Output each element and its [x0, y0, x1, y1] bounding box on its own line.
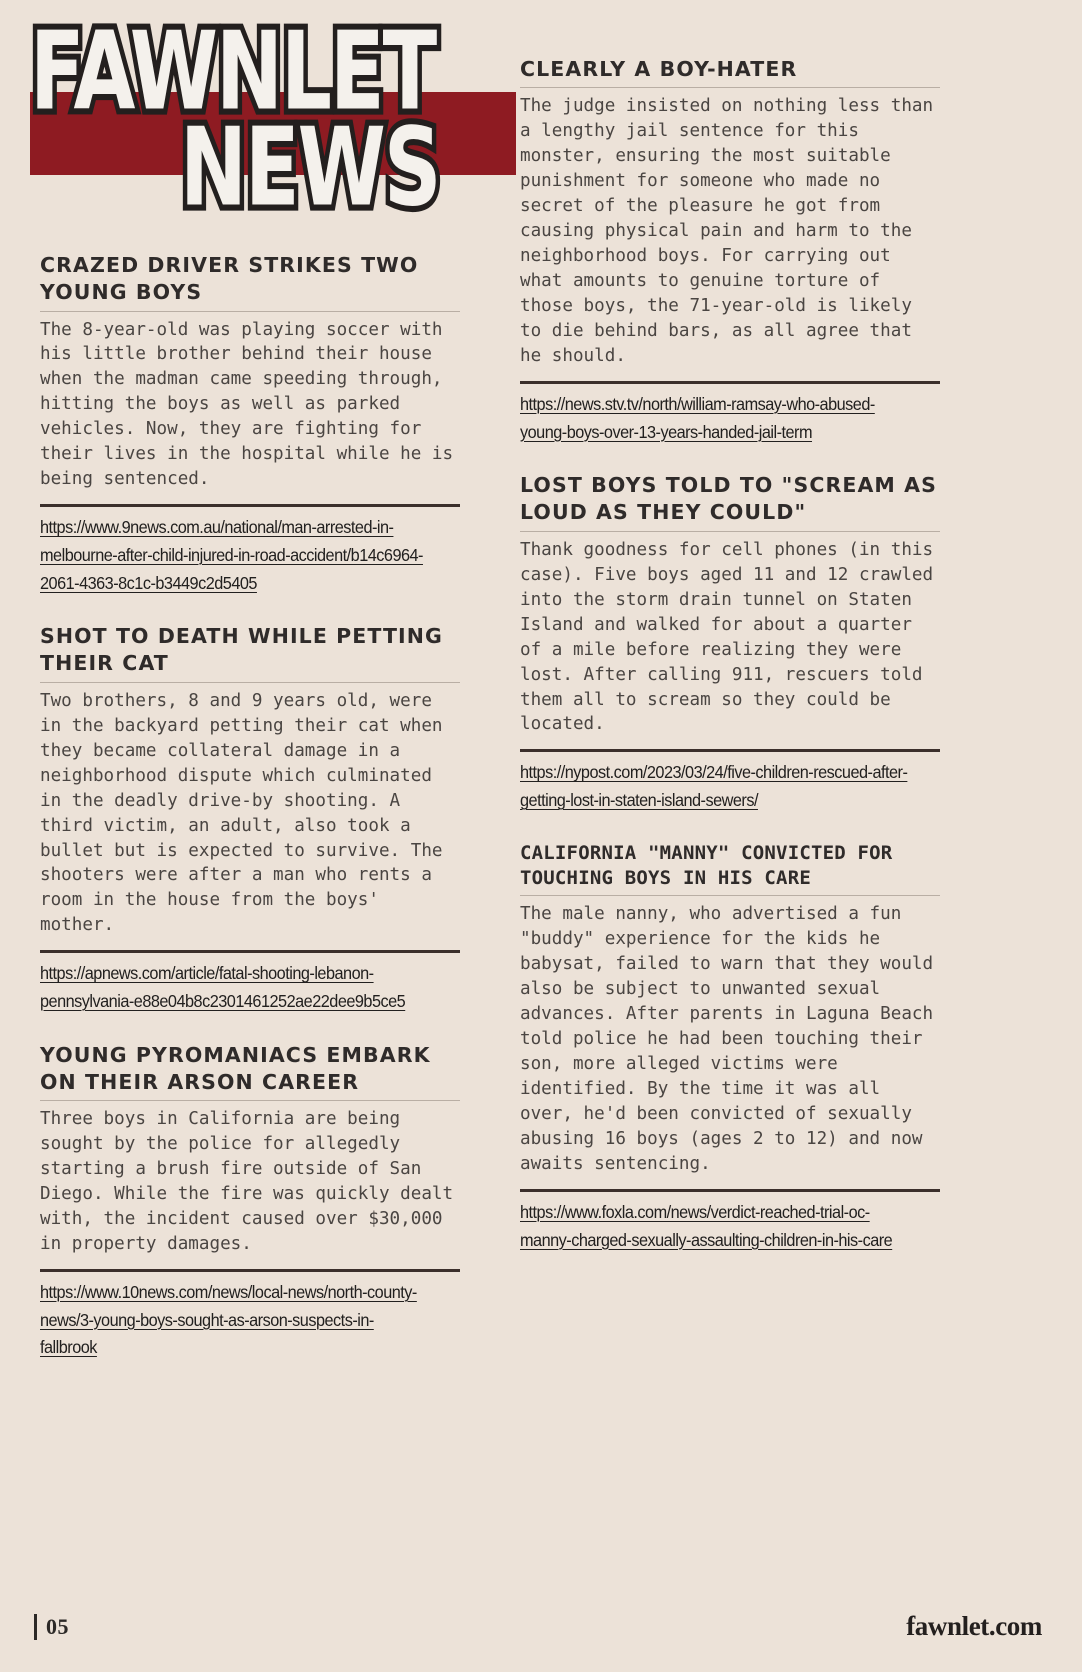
article-body: The judge insisted on nothing less than a lengthy jail sentence for this monster, ensuring the most suitable punishment for someone who made no secret of the pleasure he got from causing physical pain and harm to the neighborhood boys. For carrying out what amounts to genuine torture of those boys, the 71-year-old is likely to die behind bars, as all agree that he should.: [520, 96, 944, 366]
article: [40, 252, 464, 597]
source-link[interactable]: https://apnews.com/article/fatal-shooting-lebanon-pennsylvania-e88e04b8c2301461252ae22dee9b5ce5: [40, 963, 406, 1012]
source-divider: [520, 749, 940, 752]
source-link[interactable]: https://www.foxla.com/news/verdict-reached-trial-oc-manny-charged-sexually-assaulting-children-in-his-care: [520, 1201, 893, 1250]
page-footer: [0, 1582, 1082, 1672]
source-link[interactable]: https://news.stv.tv/north/william-ramsay-who-abused-young-boys-over-13-years-handed-jail-term: [520, 393, 875, 442]
source-link[interactable]: https://www.9news.com.au/national/man-arrested-in-melbourne-after-child-injured-in-road-accident/b14c6964-2061-4363-8c1c-b3449c2d5405: [40, 517, 423, 593]
article: [520, 56, 944, 446]
article-headline: YOUNG PYROMANIACS EMBARK ON THEIR ARSON CAREER: [40, 1042, 460, 1102]
article-body: The male nanny, who advertised a fun "buddy" experience for the kids he babysat, failed to warn that they would also be subject to unwanted sexual advances. After parents in Laguna Beach told police he had been touching their son, more alleged victims were identified. By the time it was all over, he'd been convicted of sexually abusing 16 boys (ages 2 to 12) and now awaits sentencing.: [520, 904, 944, 1174]
article-body: The 8-year-old was playing soccer with his little brother behind their house when the madman came speeding through, hitting the boys as well as parked vehicles. Now, they are fighting for their lives in the hospital while he is being sentenced.: [40, 319, 464, 490]
article-body: Two brothers, 8 and 9 years old, were in the backyard petting their cat when they became collateral damage in a neighborhood dispute which culminated in the deadly drive-by shooting. A third victim, an adult, also took a bullet but is expected to survive. The shooters were after a man who rents a room in the house from the boys' mother.: [40, 690, 454, 936]
site-branding: fawnlet.com: [906, 1611, 1042, 1641]
source-divider: [520, 1189, 940, 1192]
right-column: [520, 0, 944, 1280]
left-column: [40, 0, 464, 1388]
source-link[interactable]: https://nypost.com/2023/03/24/five-children-rescued-after-getting-lost-in-staten-island-sewers/: [520, 762, 908, 811]
article-headline: CRAZED DRIVER STRIKES TWO YOUNG BOYS: [40, 252, 460, 312]
page-number-bar: [34, 1614, 37, 1640]
page-number: [34, 1614, 69, 1640]
article-headline: LOST BOYS TOLD TO "SCREAM AS LOUD AS THEY COULD": [520, 472, 940, 532]
source-divider: [40, 950, 460, 953]
article: [520, 841, 944, 1254]
logo-line-fawnlet: FAWNLET: [30, 8, 436, 135]
article-body: Three boys in California are being sought by the police for allegedly starting a brush fire outside of San Diego. While the fire was quickly dealt with, the incident caused over $30,000 in property damages.: [40, 1109, 464, 1255]
source-divider: [40, 1269, 460, 1272]
source-link[interactable]: https://www.10news.com/news/local-news/north-county-news/3-young-boys-sought-as-arson-suspects-in-fallbrook: [40, 1281, 417, 1358]
article: [40, 1042, 464, 1362]
logo-line-news: NEWS: [180, 104, 440, 231]
source-divider: [40, 504, 460, 507]
article: [520, 472, 944, 815]
source-divider: [520, 381, 940, 384]
page-number-value: 05: [46, 1614, 69, 1639]
article-body: Thank goodness for cell phones (in this case). Five boys aged 11 and 12 crawled into the storm drain tunnel on Staten Island and walked for about a quarter of a mile before realizing they were lost. After calling 911, rescuers told them all to scream so they could be located.: [520, 539, 944, 735]
article-headline: CALIFORNIA "MANNY" CONVICTED FOR TOUCHING BOYS IN HIS CARE: [520, 841, 940, 897]
article-headline: CLEARLY A BOY-HATER: [520, 56, 940, 88]
article: [40, 623, 460, 1015]
article-headline: SHOT TO DEATH WHILE PETTING THEIR CAT: [40, 623, 460, 683]
